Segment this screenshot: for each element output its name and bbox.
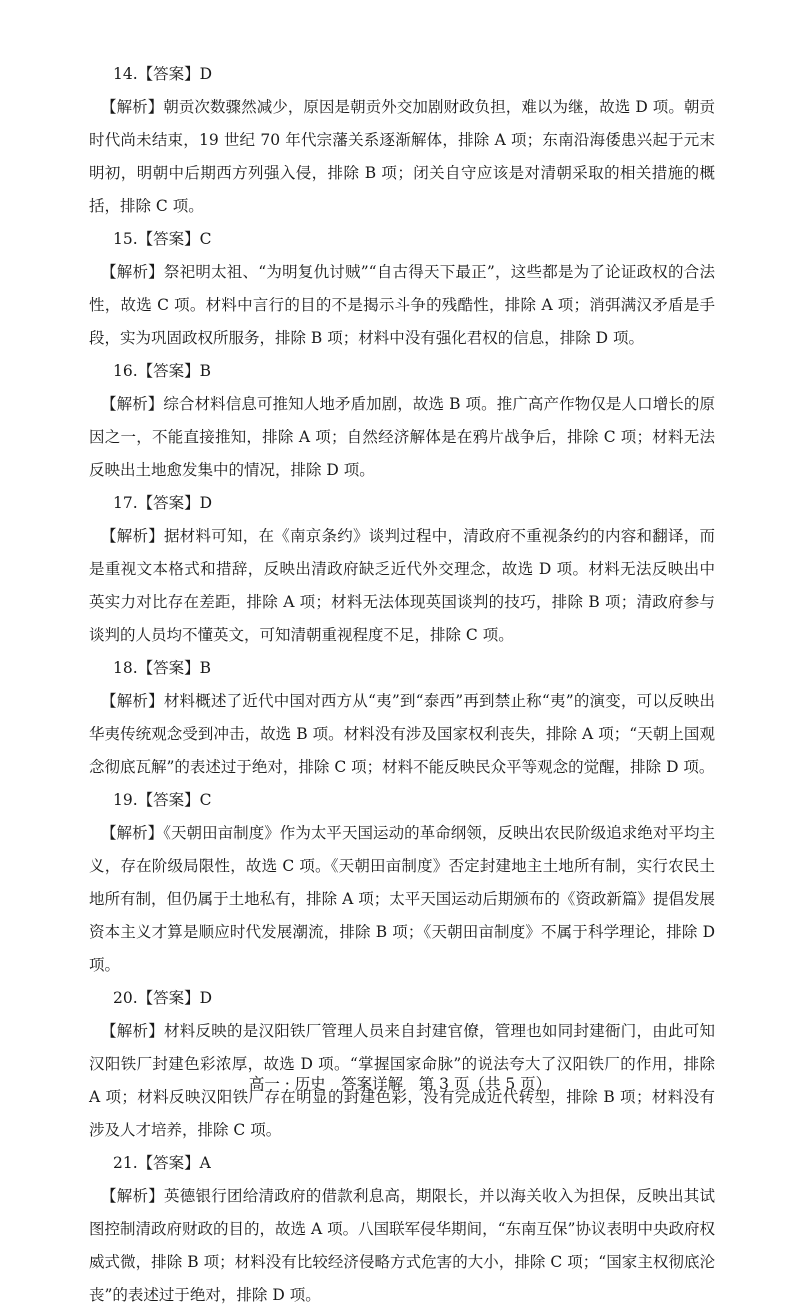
page-footer: 高一 · 历史 答案详解 第 3 页（共 5 页） xyxy=(248,1075,552,1093)
explanation-paragraph xyxy=(89,1180,715,1312)
question-number: 15. xyxy=(113,230,138,248)
answer-line xyxy=(89,784,715,817)
answer-item xyxy=(89,223,715,355)
answer-line xyxy=(89,58,715,91)
answer-line xyxy=(89,355,715,388)
explanation-text: 据材料可知，在《南京条约》谈判过程中，清政府不重视条约的内容和翻译，而是重视文本格式和措辞，反映出清政府缺乏近代外交理念，故选 D 项。材料无法反映出中英实力对比存在差距，排除 A 项；材料无法体现英国谈判的技巧，排除 B 项；清政府参与谈判的人员均不懂英文，可知清朝重视程度不足，排除 C 项。 xyxy=(89,527,715,644)
answer-label: 【答案】 xyxy=(137,659,200,677)
answer-value: C xyxy=(199,230,212,248)
question-number: 14. xyxy=(113,65,138,83)
answer-item xyxy=(89,1147,715,1312)
answer-label: 【答案】 xyxy=(137,494,200,512)
explanation-label: 【解析】 xyxy=(101,692,164,710)
explanation-text: 材料概述了近代中国对西方从“夷”到“泰西”再到禁止称“夷”的演变，可以反映出华夷传统观念受到冲击，故选 B 项。材料没有涉及国家权利丧失，排除 A 项；“天朝上国观念彻底瓦解”的表述过于绝对，排除 C 项；材料不能反映民众平等观念的觉醒，排除 D 项。 xyxy=(89,692,715,776)
question-number: 17. xyxy=(113,494,138,512)
explanation-paragraph xyxy=(89,388,715,487)
explanation-paragraph xyxy=(89,520,715,652)
explanation-text: 材料反映的是汉阳铁厂管理人员来自封建官僚，管理也如同封建衙门，由此可知汉阳铁厂封建色彩浓厚，故选 D 项。“掌握国家命脉”的说法夸大了汉阳铁厂的作用，排除 A 项；材料反映汉阳铁厂存在明显的封建色彩，没有完成近代转型，排除 B 项；材料没有涉及人才培养，排除 C 项。 xyxy=(89,1022,715,1139)
explanation-text: 朝贡次数骤然减少，原因是朝贡外交加剧财政负担，难以为继，故选 D 项。朝贡时代尚未结束，19 世纪 70 年代宗藩关系逐渐解体，排除 A 项；东南沿海倭患兴起于元末明初，明朝中后期西方列强入侵，排除 B 项；闭关自守应该是对清朝采取的相关措施的概括，排除 C 项。 xyxy=(89,98,715,215)
answer-item xyxy=(89,58,715,223)
explanation-text: 英德银行团给清政府的借款利息高，期限长，并以海关收入为担保，反映出其试图控制清政府财政的目的，故选 A 项。八国联军侵华期间，“东南互保”协议表明中央政府权威式微，排除 B 项；材料没有比较经济侵略方式危害的大小，排除 C 项；“国家主权彻底沦丧”的表述过于绝对，排除 D 项。 xyxy=(89,1187,715,1304)
answer-value: A xyxy=(199,1154,211,1172)
answer-label: 【答案】 xyxy=(137,65,200,83)
explanation-paragraph xyxy=(89,685,715,784)
answer-value: D xyxy=(199,65,213,83)
answer-line xyxy=(89,982,715,1015)
explanation-paragraph xyxy=(89,817,715,982)
explanation-label: 【解析】 xyxy=(101,1022,164,1040)
explanation-text: 祭祀明太祖、“为明复仇讨贼”“自古得天下最正”，这些都是为了论证政权的合法性，故选 C 项。材料中言行的目的不是揭示斗争的残酷性，排除 A 项；消弭满汉矛盾是手段，实为巩固政权所服务，排除 B 项；材料中没有强化君权的信息，排除 D 项。 xyxy=(89,263,715,347)
answer-value: B xyxy=(199,659,212,677)
answer-value: C xyxy=(199,791,212,809)
answer-line xyxy=(89,1147,715,1180)
explanation-text: 综合材料信息可推知人地矛盾加剧，故选 B 项。推广高产作物仅是人口增长的原因之一，不能直接推知，排除 A 项；自然经济解体是在鸦片战争后，排除 C 项；材料无法反映出土地愈发集中的情况，排除 D 项。 xyxy=(89,395,715,479)
explanation-label: 【解析】 xyxy=(101,395,164,413)
answer-label: 【答案】 xyxy=(137,362,200,380)
explanation-paragraph xyxy=(89,256,715,355)
answer-line xyxy=(89,223,715,256)
answer-label: 【答案】 xyxy=(137,230,200,248)
answer-value: D xyxy=(199,989,213,1007)
question-number: 21. xyxy=(113,1154,138,1172)
explanation-label: 【解析】 xyxy=(101,263,164,281)
answer-line xyxy=(89,487,715,520)
explanation-label: 【解析】 xyxy=(101,824,164,842)
question-number: 19. xyxy=(113,791,138,809)
answer-label: 【答案】 xyxy=(137,989,200,1007)
explanation-paragraph xyxy=(89,91,715,223)
answer-item xyxy=(89,982,715,1147)
explanation-text: 《天朝田亩制度》作为太平天国运动的革命纲领，反映出农民阶级追求绝对平均主义，存在阶级局限性，故选 C 项。《天朝田亩制度》否定封建地主土地所有制，实行农民土地所有制，但仍属于土地私有，排除 A 项；太平天国运动后期颁布的《资政新篇》提倡发展资本主义才算是顺应时代发展潮流，排除 B 项；《天朝田亩制度》不属于科学理论，排除 D 项。 xyxy=(89,824,715,974)
answer-label: 【答案】 xyxy=(137,791,200,809)
answer-item xyxy=(89,487,715,652)
answer-item xyxy=(89,355,715,487)
answer-item xyxy=(89,784,715,982)
explanation-label: 【解析】 xyxy=(101,527,164,545)
question-number: 20. xyxy=(113,989,138,1007)
explanation-label: 【解析】 xyxy=(101,1187,164,1205)
answer-value: B xyxy=(199,362,212,380)
answer-label: 【答案】 xyxy=(137,1154,200,1172)
answer-item xyxy=(89,652,715,784)
explanation-label: 【解析】 xyxy=(101,98,164,116)
answer-value: D xyxy=(199,494,213,512)
answer-list xyxy=(89,58,715,1312)
answer-line xyxy=(89,652,715,685)
question-number: 18. xyxy=(113,659,138,677)
question-number: 16. xyxy=(113,362,138,380)
